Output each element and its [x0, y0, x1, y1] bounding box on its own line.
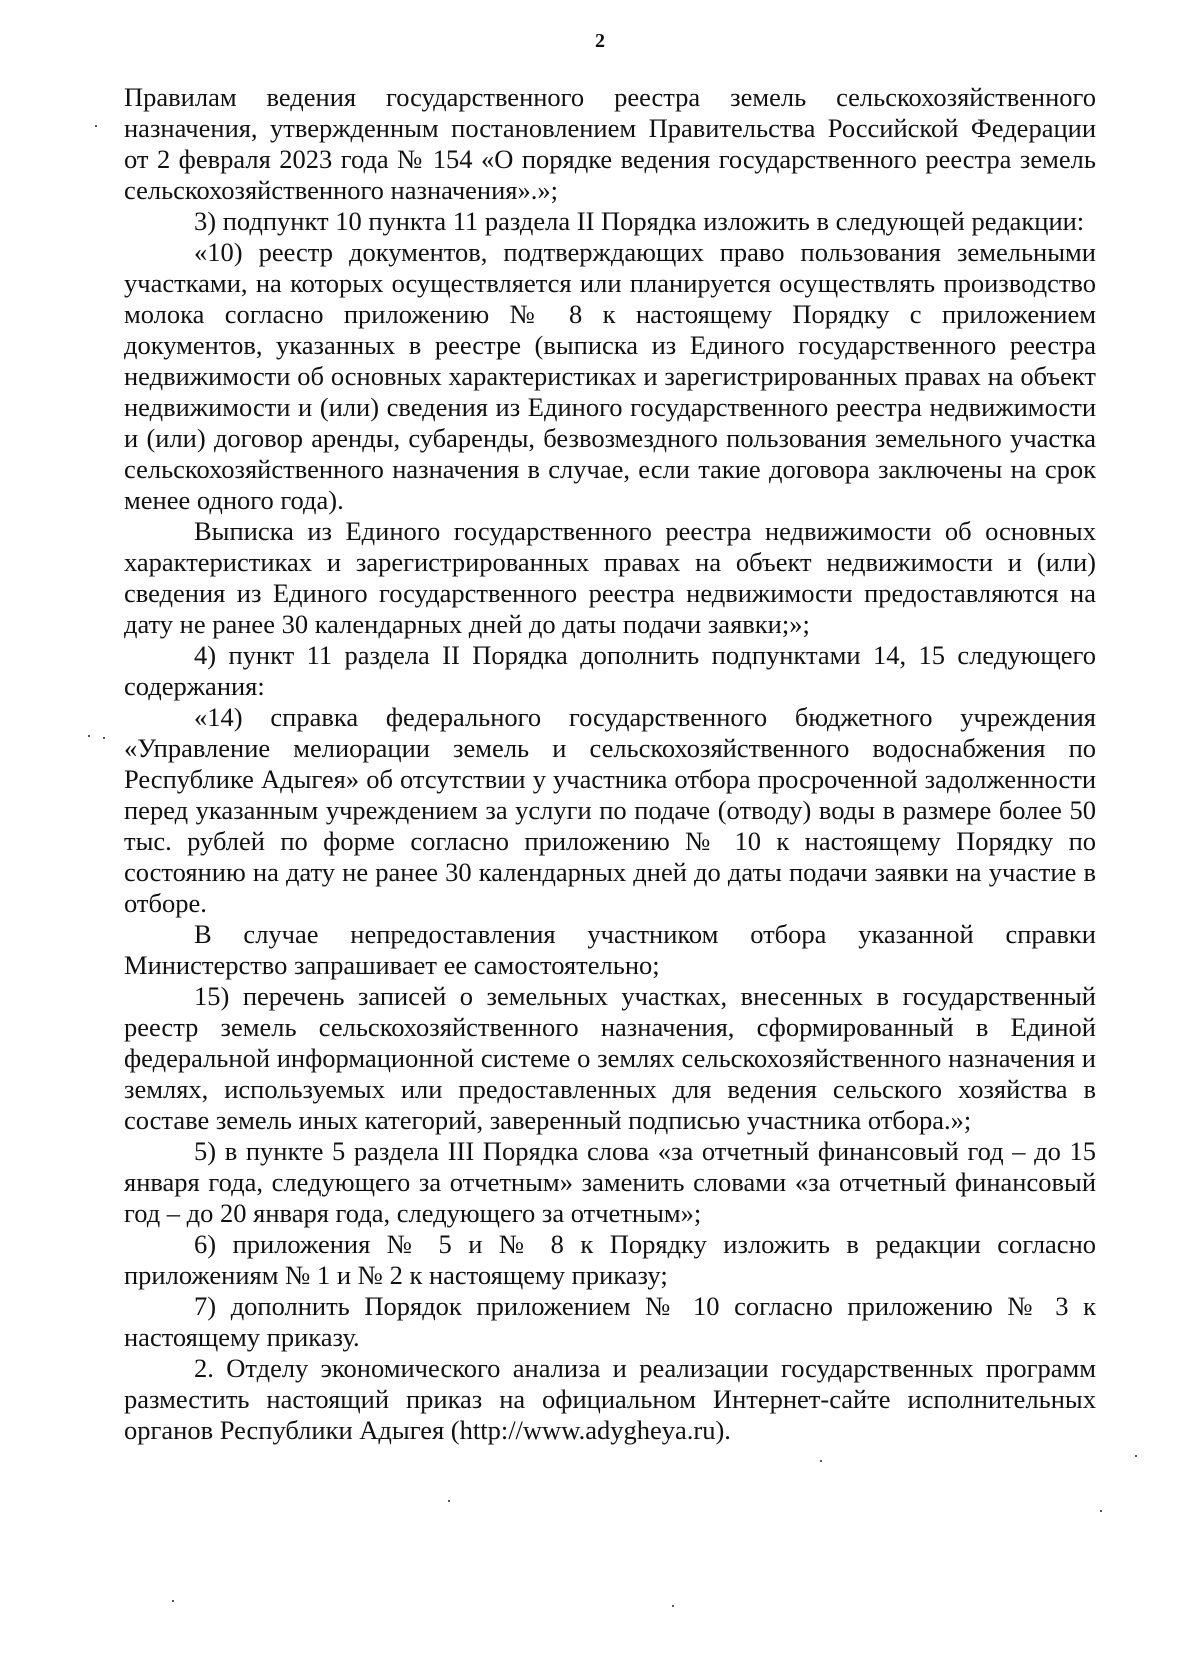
- paragraph: Правилам ведения государственного реестра земель сельскохозяйственного назначения, утвержденным постановлением Правительства Российской Федерации от 2 февраля 2023 года № 154 «О порядке ведения государственного реестра земель сельскохозяйственного назначения».»;: [124, 82, 1096, 205]
- paragraph: В случае непредоставления участником отбора указанной справки Министерство запрашивает ее самостоятельно;: [124, 919, 1096, 980]
- paragraph: Выписка из Единого государственного реестра недвижимости об основных характеристиках и зарегистрированных правах на объект недвижимости и (или) сведения из Единого государственного реестра недвижимости предоставляются на дату не ранее 30 календарных дней до даты подачи заявки;»;: [124, 516, 1096, 639]
- paragraph: 7) дополнить Порядок приложением № 10 согласно приложению № 3 к настоящему приказу.: [124, 1291, 1096, 1352]
- scan-speck: [103, 737, 105, 739]
- scan-speck: [1100, 1510, 1102, 1512]
- paragraph: 15) перечень записей о земельных участках, внесенных в государственный реестр земель сельскохозяйственного назначения, сформированный в Единой федеральной информационной системе о землях сельскохозяйственного назначения и землях, используемых или предоставленных для ведения сельского хозяйства в составе земель иных категорий, заверенный подписью участника отбора.»;: [124, 981, 1096, 1135]
- scan-speck: [820, 1460, 822, 1462]
- paragraph: 3) подпункт 10 пункта 11 раздела II Порядка изложить в следующей редакции:: [194, 206, 1085, 236]
- paragraph: «14) справка федерального государственного бюджетного учреждения «Управление мелиорации земель и сельскохозяйственного водоснабжения по Республике Адыгея» об отсутствии у участника отбора просроченной задолженности перед указанным учреждением за услуги по подаче (отводу) воды в размере более 50 тыс. рублей по форме согласно приложению № 10 к настоящему Порядку по состоянию на дату не ранее 30 календарных дней до даты подачи заявки на участие в отборе.: [124, 702, 1096, 918]
- document-body: [124, 82, 1096, 1446]
- scan-speck: [88, 735, 90, 737]
- paragraph: «10) реестр документов, подтверждающих право пользования земельными участками, на которых осуществляется или планируется осуществлять производство молока согласно приложению № 8 к настоящему Порядку с приложением документов, указанных в реестре (выписка из Единого государственного реестра недвижимости об основных характеристиках и зарегистрированных правах на объект недвижимости и (или) сведения из Единого государственного реестра недвижимости и (или) договор аренды, субаренды, безвозмездного пользования земельного участка сельскохозяйственного назначения в случае, если такие договора заключены на срок менее одного года).: [124, 237, 1096, 515]
- scan-speck: [448, 1500, 450, 1502]
- scan-speck: [1135, 1455, 1137, 1457]
- scan-speck: [672, 1605, 674, 1607]
- paragraph: 2. Отделу экономического анализа и реализации государственных программ разместить настоящий приказ на официальном Интернет-сайте исполнительных органов Республики Адыгея (http://www.adygheya.ru).: [124, 1353, 1096, 1445]
- paragraph: 5) в пункте 5 раздела III Порядка слова «за отчетный финансовый год – до 15 января года, следующего за отчетным» заменить словами «за отчетный финансовый год – до 20 января года, следующего за отчетным»;: [124, 1136, 1096, 1228]
- scan-speck: [172, 1600, 174, 1602]
- scan-speck: [95, 125, 97, 127]
- page-number: 2: [595, 30, 605, 52]
- paragraph: 6) приложения № 5 и № 8 к Порядку изложить в редакции согласно приложениям № 1 и № 2 к настоящему приказу;: [124, 1229, 1096, 1290]
- paragraph: 4) пункт 11 раздела II Порядка дополнить подпунктами 14, 15 следующего содержания:: [124, 640, 1096, 701]
